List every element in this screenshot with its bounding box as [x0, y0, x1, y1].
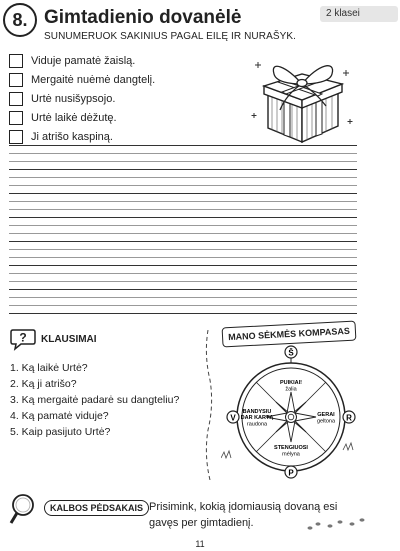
compass-north-color: žalia [285, 386, 297, 393]
compass-east-label: GERAI [317, 412, 335, 418]
compass-west-label-2: DAR KARTĄ [240, 415, 274, 421]
questions-label: KLAUSIMAI [41, 333, 97, 345]
question-item: 2. Ką ji atrišo? [10, 378, 77, 390]
dashed-divider [200, 330, 220, 480]
compass-right-letter: R [346, 413, 352, 423]
question-item: 5. Kaip pasijuto Urtė? [10, 426, 111, 438]
sentence-item [9, 70, 155, 89]
question-item: 4. Ką pamatė viduje? [10, 410, 109, 422]
gift-box-illustration [246, 46, 358, 146]
sentence-item [9, 127, 155, 146]
compass-north-label: PUIKIAI! [280, 380, 302, 386]
compass-south-color: mėlyna [282, 451, 300, 458]
sentence-item [9, 51, 155, 70]
compass-south-label: STENGIUOSI [274, 445, 308, 451]
question-item: 1. Ką laikė Urtė? [10, 362, 88, 374]
sentence-item [9, 89, 155, 108]
questions-header [9, 327, 97, 351]
compass-title: MANO SĖKMĖS KOMPASAS [222, 321, 357, 348]
number-box[interactable] [9, 111, 23, 125]
compass-west-color: raudona [246, 421, 268, 428]
question-item: 3. Ką mergaitė padarė su dangteliu? [10, 394, 180, 406]
number-box[interactable] [9, 54, 23, 68]
page-number: 11 [195, 539, 205, 549]
success-compass [221, 340, 361, 480]
sentence-text: Ji atrišo kaspiną. [31, 130, 113, 143]
compass-top-letter: Š [288, 348, 294, 358]
compass-left-letter: V [230, 413, 236, 423]
compass-bottom-letter: P [288, 468, 294, 478]
exercise-number: 8. [3, 3, 37, 37]
sentence-text: Urtė nusišypsojo. [31, 92, 116, 105]
question-bubble-icon [9, 327, 37, 351]
compass-east-color: geltona [316, 418, 336, 425]
kalbos-label: KALBOS PĖDSAKAIS [44, 500, 149, 516]
sentence-list [9, 51, 155, 146]
number-box[interactable] [9, 130, 23, 144]
sentence-text: Viduje pamatė žaislą. [31, 54, 136, 67]
svg-text:?: ? [19, 330, 27, 345]
magnifier-icon [9, 492, 49, 528]
question-list [10, 360, 179, 440]
prompt-line-2: gavęs per gimtadienį. [149, 517, 254, 529]
page-title: Gimtadienio dovanėlė [44, 7, 242, 28]
sentence-item [9, 108, 155, 127]
sentence-text: Urtė laikė dėžutę. [31, 111, 117, 124]
sentence-text: Mergaitė nuėmė dangtelį. [31, 73, 156, 86]
instruction-text: SUNUMERUOK SAKINIUS PAGAL EILĘ IR NURAŠYK. [44, 31, 297, 42]
footprints-decoration [300, 512, 380, 534]
number-box[interactable] [9, 92, 23, 106]
writing-lines[interactable] [9, 145, 357, 337]
number-box[interactable] [9, 73, 23, 87]
grade-badge: 2 klasei [320, 6, 398, 22]
prompt-line-1: Prisimink, kokią įdomiausią dovaną esi [149, 501, 338, 513]
compass-west-label-1: BANDYSIU [242, 409, 272, 415]
